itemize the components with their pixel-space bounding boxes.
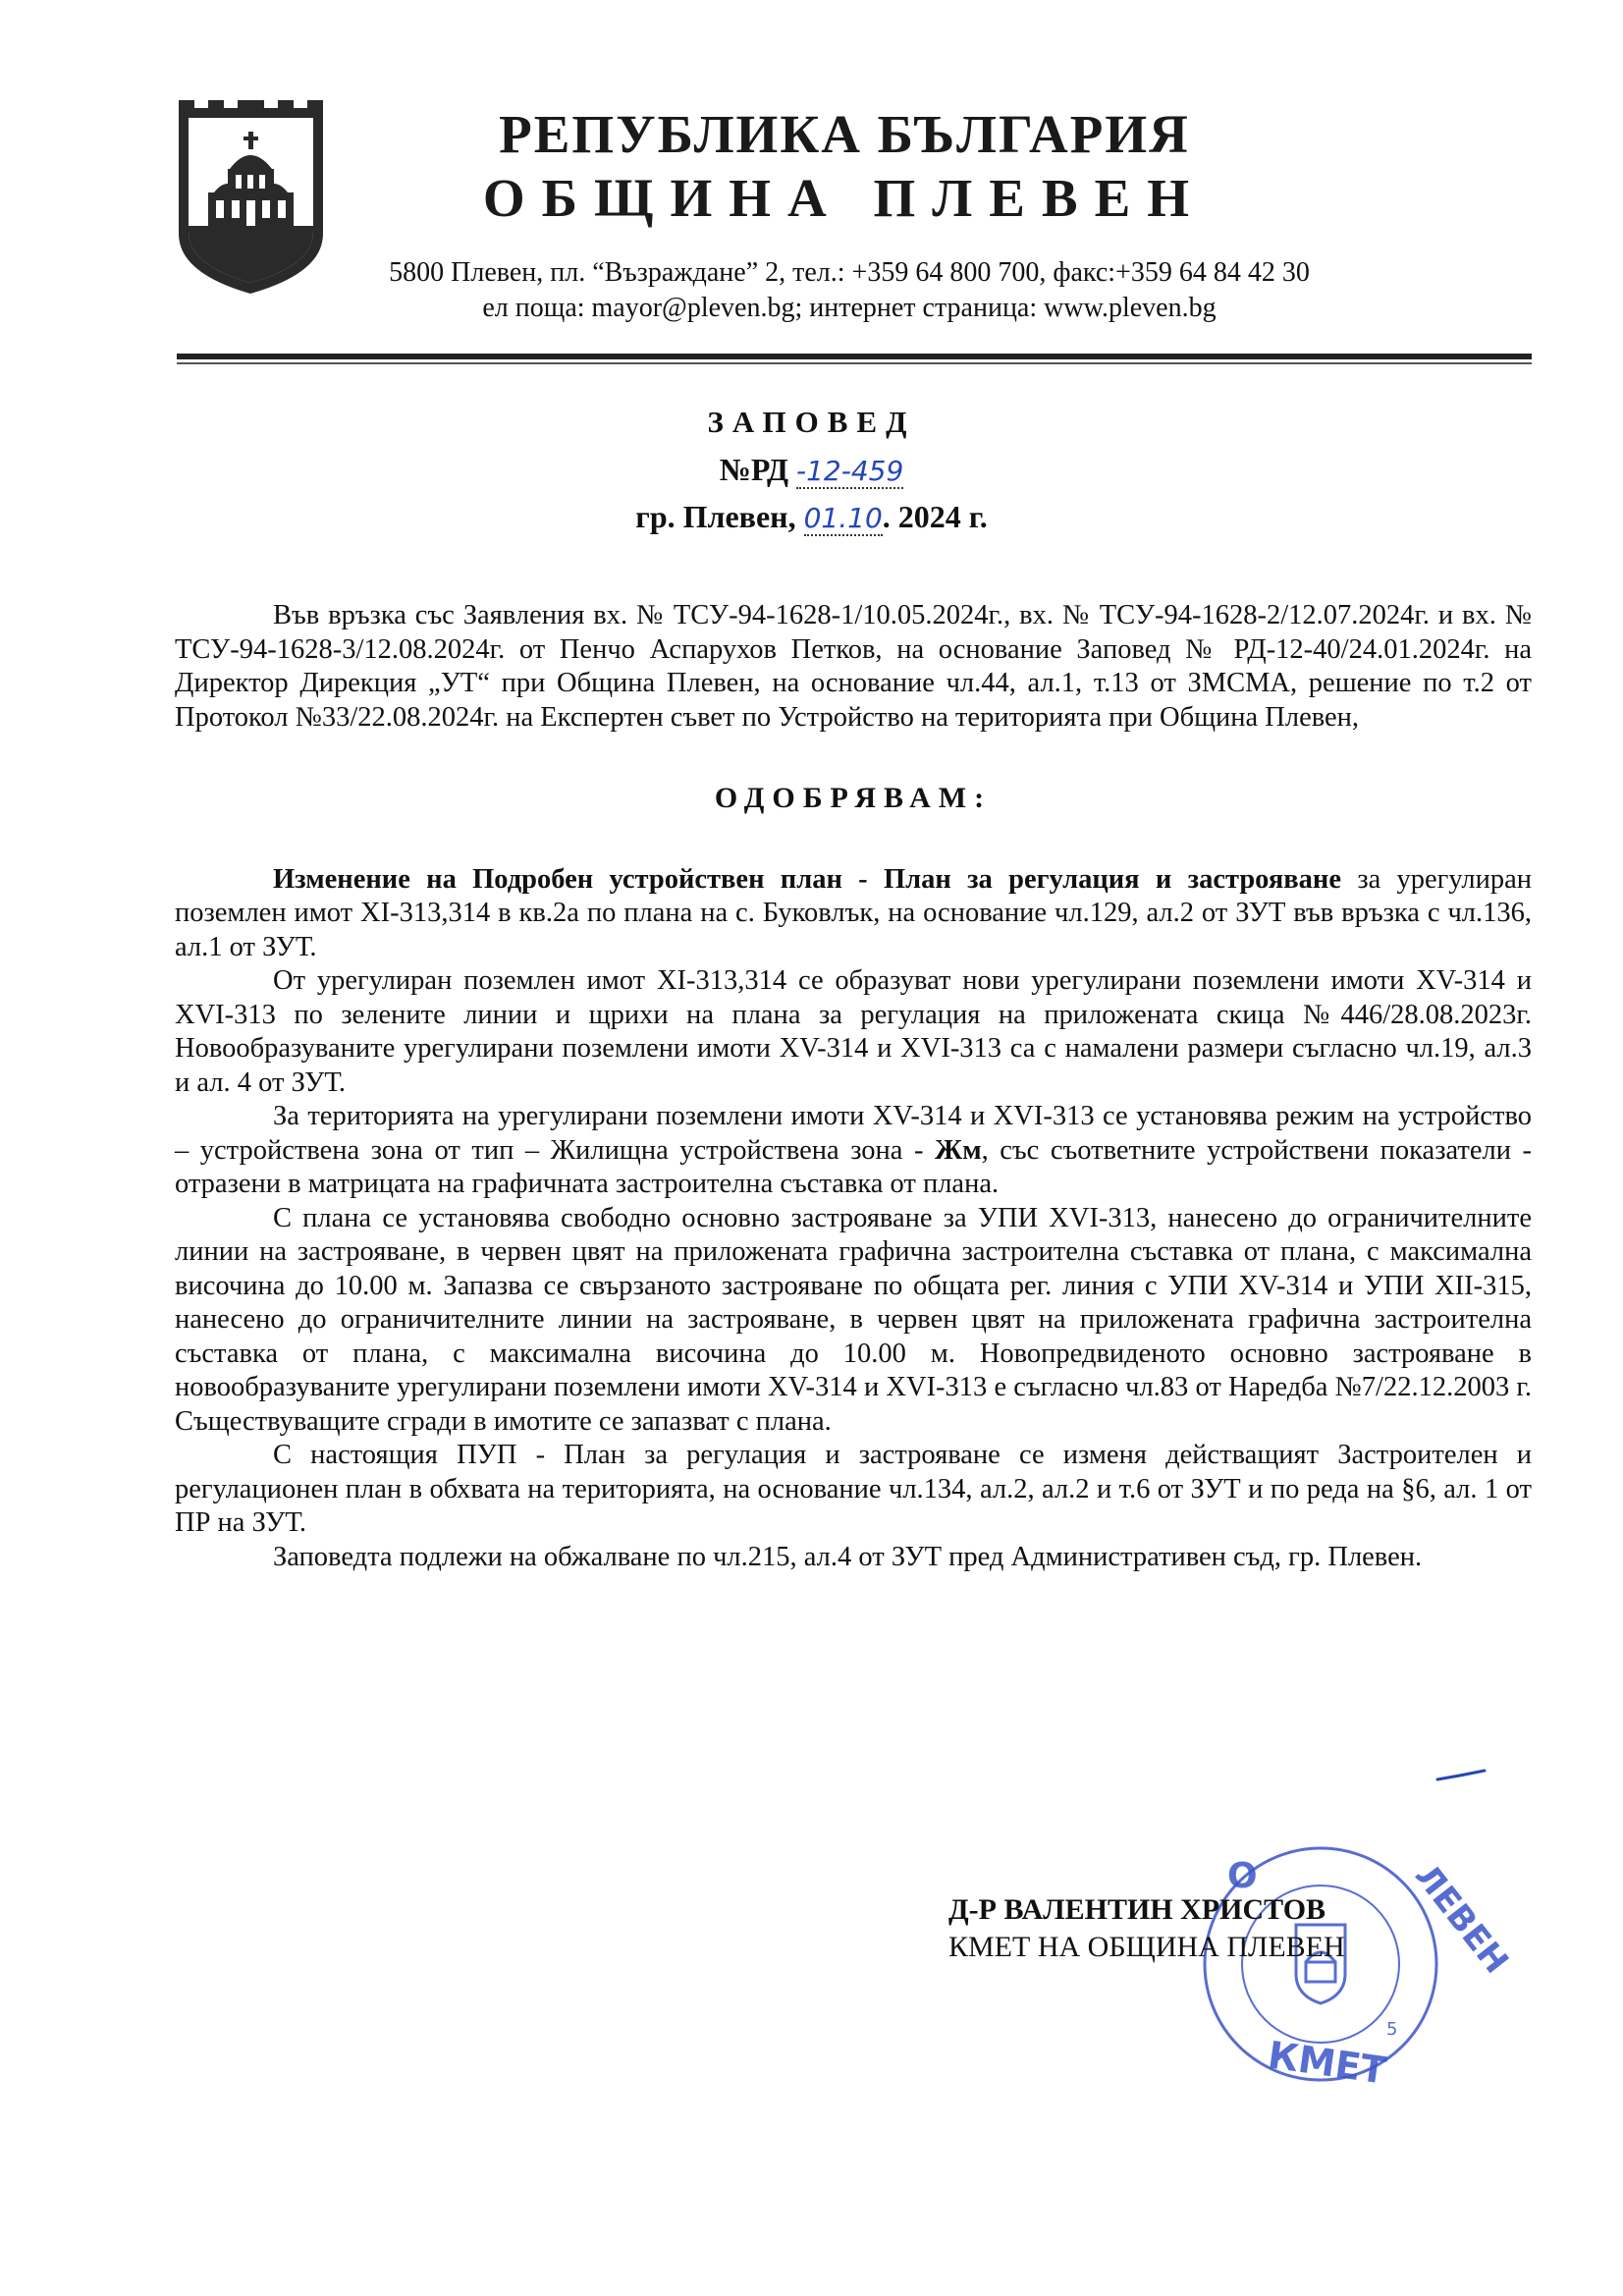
signatory-name: Д-Р ВАЛЕНТИН ХРИСТОВ <box>948 1893 1326 1926</box>
order-number <box>0 452 1623 489</box>
address-line: 5800 Плевен, пл. “Възраждане” 2, тел.: +359 64 800 700, факс:+359 64 84 42 30 <box>389 257 1310 288</box>
paragraph-3-text-a: За територията на урегулирани поземлени имоти XV-314 и XVI-313 се установява режим на устройство – устройствена зона от тип – Жилищна устройствена зона - <box>175 1101 1532 1166</box>
country-heading: РЕПУБЛИКА БЪЛГАРИЯ <box>499 104 1190 164</box>
approve-heading: ОДОБРЯВАМ: <box>714 782 993 814</box>
stamp-text-bottom: КМЕТ <box>1265 2033 1389 2093</box>
order-body <box>175 599 1532 1574</box>
order-title: ЗАПОВЕД <box>707 405 916 439</box>
paragraph-1-text: за урегулиран поземлен имот XI-313,314 в кв.2а по плана на с. Буковлък, на основание чл.129, ал.2 от ЗУТ във връзка с чл.136, ал.1 от ЗУТ. <box>175 863 1532 962</box>
contact-line: ел поща: mayor@pleven.bg; интернет страница: www.pleven.bg <box>482 293 1217 323</box>
paragraph-1-bold: Изменение на Подробен устройствен план - План за регулация и застрояване <box>273 863 1342 895</box>
pleven-coat-of-arms <box>175 96 327 298</box>
paragraph-4: С плана се установява свободно основно застрояване за УПИ XVI-313, нанесено до ограничителните линии на застрояване, в червен цвят на приложената графична застроителна съставка от плана, с максимална височина до 10.00 м. Запазва се свързаното застрояване по общата рег. линия с УПИ XV-314 и УПИ XII-315, нанесено до ограничителните линии на застрояване, в червен цвят на приложената графична застроителна съставка от плана, с максимална височина до 10.00 м. Новопредвиденото основно застрояване в новообразуваните урегулирани поземлени имоти XV-314 и XVI-313 е съгласно чл.83 от Наредба №7/22.12.2003 г. Съществуващите сгради в имотите се запазват с плана. <box>175 1202 1532 1437</box>
paragraph-6: Заповедта подлежи на обжалване по чл.215, ал.4 от ЗУТ пред Административен съд, гр. Плевен. <box>273 1541 1423 1572</box>
header-rule <box>177 354 1532 359</box>
place-label: гр. Плевен, <box>635 499 796 534</box>
year: . 2024 г. <box>882 499 988 534</box>
paragraph-3-text-b: , със съответните устройствени показатели - отразени в матрицата на графичната застроителна съставка от плана. <box>175 1134 1532 1199</box>
zone-code: Жм <box>935 1134 982 1166</box>
pen-stroke-mark <box>1435 1768 1487 1783</box>
stamp-text-left: О <box>1227 1856 1258 1896</box>
paragraph-1 <box>175 863 1532 965</box>
paragraph-3 <box>175 1100 1532 1202</box>
signature-block <box>948 1891 1345 1966</box>
paragraph-2: От урегулиран поземлен имот XI-313,314 се образуват нови урегулирани поземлени имоти XV-314 и XVI-313 по зелените линии и щрихи на плана за регулация на приложената скица №446/28.08.2023г. Новообразуваните урегулирани поземлени имоти XV-314 и XVI-313 са с намалени размери съгласно чл.19, ал.3 и ал. 4 от ЗУТ. <box>175 965 1532 1098</box>
handwritten-order-number: -12-459 <box>796 455 904 487</box>
header-rule-thin <box>177 362 1532 364</box>
stamp-number: 5 <box>1386 2019 1398 2040</box>
paragraph-5: С настоящия ПУП - План за регулация и застрояване се изменя действащият Застроителен и регулационен план в обхвата на територията, на основание чл.134, ал.2, ал.2 и т.6 от ЗУТ и по реда на §6, ал. 1 от ПР на ЗУТ. <box>175 1440 1532 1538</box>
order-number-label: №РД <box>719 452 788 487</box>
order-place-date <box>0 499 1623 536</box>
stamp-text-right: ЛЕВЕН <box>1406 1856 1516 1982</box>
preamble: Във връзка със Заявления вх. № ТСУ-94-1628-1/10.05.2024г., вх. № ТСУ-94-1628-2/12.07.2024г. и вх. № ТСУ-94-1628-3/12.08.2024г. от Пенчо Аспарухов Петков, на основание Заповед № РД-12-40/24.01.2024г. на Директор Дирекция „УТ“ при Община Плевен, на основание чл.44, ал.1, т.13 от ЗМСМА, решение по т.2 от Протокол №33/22.08.2024г. на Експертен съвет по Устройство на територията при Община Плевен, <box>175 600 1532 733</box>
municipality-heading: ОБЩИНА ПЛЕВЕН <box>482 168 1207 228</box>
signatory-title: КМЕТ НА ОБЩИНА ПЛЕВЕН <box>948 1931 1345 1963</box>
handwritten-date: 01.10 <box>803 502 883 534</box>
